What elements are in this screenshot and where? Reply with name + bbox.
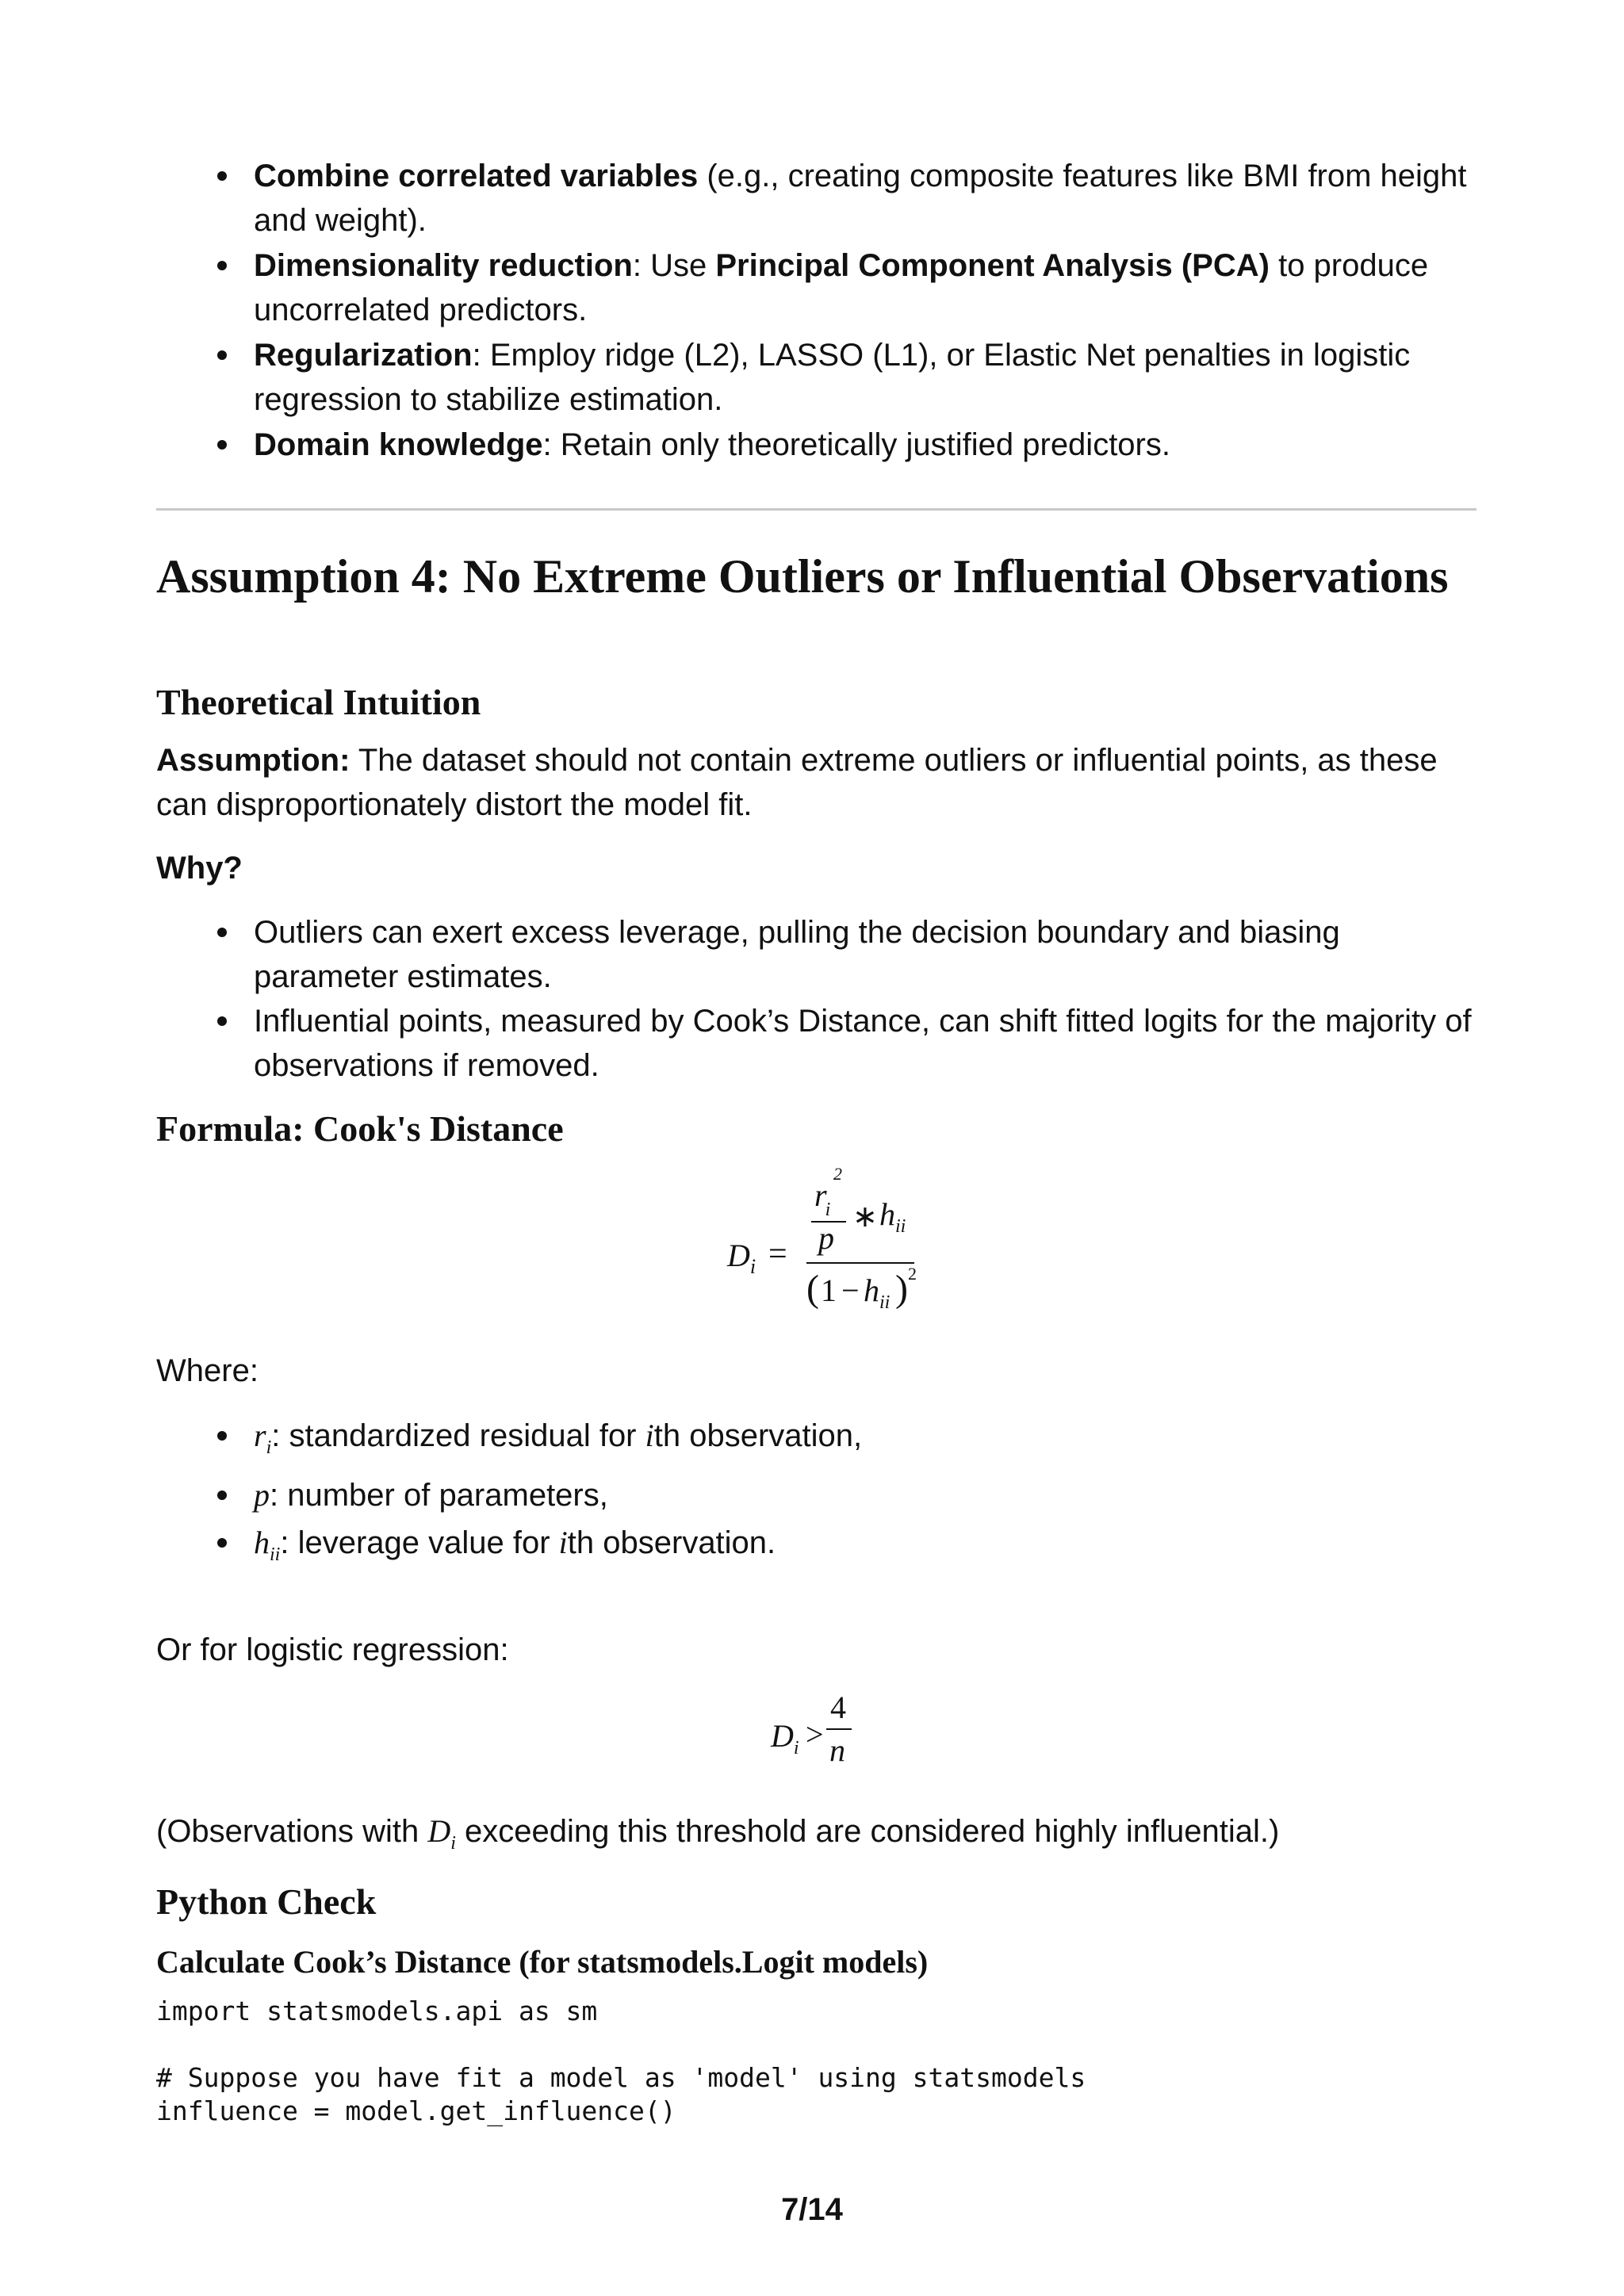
- why-list: [156, 910, 1477, 1088]
- formula-leverage: $h_{ii}$: [879, 1196, 906, 1237]
- bullet-text: : Employ ridge (L2), LASSO (L1), or Elastic Net penalties in logistic regression to stabilize estimation.: [254, 338, 1411, 417]
- cooks-distance-formula: [727, 1165, 1076, 1324]
- section-title: Assumption 4: No Extreme Outliers or Influential Observations: [156, 550, 1449, 603]
- bullet-icon: [217, 1431, 227, 1441]
- bullet-icon: [217, 171, 227, 181]
- inline-cooks-d: $D_i$: [427, 1813, 456, 1854]
- bullet-icon: [217, 1016, 227, 1026]
- page-number: 7/14: [781, 2192, 843, 2227]
- bullet-text: to produce uncorrelated predictors.: [254, 248, 1429, 327]
- code-line: [156, 2028, 1477, 2061]
- formula-residual: $r_i$ 2: [814, 1164, 842, 1220]
- code-line: # Suppose you have fit a model as 'model' using statsmodels: [156, 2062, 1086, 2093]
- bullet-text: : Retain only theoretically justified predictors.: [542, 427, 1170, 462]
- bullet-text: (e.g., creating composite features like BMI from height and weight).: [254, 159, 1467, 238]
- list-item: [156, 910, 1477, 999]
- main-fraction-bar: [806, 1262, 914, 1264]
- list-item: [156, 154, 1477, 243]
- formula-paren-open: (: [806, 1268, 819, 1310]
- code-block: [156, 1995, 1477, 2128]
- formula-equals: =: [768, 1236, 787, 1272]
- list-item: p: number of parameters,: [156, 1473, 1477, 1517]
- bullet-icon: [217, 350, 227, 360]
- correlation-remedies-list: [156, 154, 1477, 468]
- formula-lhs: $D_i$: [727, 1238, 756, 1278]
- list-item: [156, 423, 1477, 467]
- threshold-note: (Observations with $D_i$ exceeding this threshold are considered highly influential.): [156, 1813, 1280, 1854]
- bullet-icon: [217, 1538, 227, 1548]
- bullet-term: Regularization: [254, 338, 473, 373]
- intuition-heading: Theoretical Intuition: [156, 682, 481, 722]
- list-item: $r_i$: standardized residual for ith observation,: [156, 1414, 1477, 1470]
- bullet-icon: [217, 440, 227, 450]
- formula-paren-close: ): [895, 1268, 908, 1310]
- assumption-label: Assumption:: [156, 743, 350, 778]
- threshold-fraction-bar: [826, 1728, 852, 1730]
- var-symbol: p: [254, 1477, 270, 1513]
- bullet-term: Principal Component Analysis (PCA): [715, 248, 1270, 283]
- formula-one: 1: [821, 1272, 837, 1308]
- bullet-icon: [217, 1490, 227, 1500]
- var-symbol: $h_{ii}$: [254, 1525, 281, 1565]
- bullet-term: Dimensionality reduction: [254, 248, 633, 283]
- list-item: [156, 999, 1477, 1088]
- threshold-formula: $D_i$ > 4 n: [771, 1689, 866, 1776]
- formula-minus: −: [841, 1272, 860, 1308]
- bullet-term: Domain knowledge: [254, 427, 543, 462]
- python-subheading: Calculate Cook’s Distance (for statsmodels.Logit models): [156, 1944, 929, 1980]
- formula-den-leverage: $h_{ii}$: [864, 1272, 891, 1313]
- code-line: influence = model.get_influence(): [156, 2095, 676, 2126]
- code-line: import statsmodels.api as sm: [156, 1996, 598, 2026]
- formula-heading: Formula: Cook's Distance: [156, 1108, 564, 1149]
- bullet-icon: [217, 928, 227, 937]
- section-divider: [156, 508, 1477, 511]
- bullet-icon: [217, 261, 227, 270]
- formula-params: p: [818, 1220, 834, 1256]
- assumption-text: The dataset should not contain extreme outliers or influential points, as these can disproportionately distort the model fit.: [156, 743, 1438, 822]
- logistic-label: Or for logistic regression:: [156, 1632, 509, 1667]
- variable-definitions-list: [156, 1414, 1477, 1577]
- formula-star: ∗: [852, 1200, 878, 1234]
- list-item: [156, 333, 1477, 422]
- where-label: Where:: [156, 1353, 259, 1388]
- bullet-term: Combine correlated variables: [254, 159, 699, 193]
- python-check-heading: Python Check: [156, 1881, 377, 1922]
- assumption-paragraph: [156, 738, 1477, 827]
- list-item: $h_{ii}$: leverage value for ith observation.: [156, 1521, 1477, 1577]
- why-label: Why?: [156, 851, 243, 886]
- list-item: [156, 243, 1477, 332]
- bullet-text: : Use: [632, 248, 716, 283]
- var-symbol: $r_i$: [254, 1418, 272, 1458]
- bullet-text: Outliers can exert excess leverage, pulling the decision boundary and biasing parameter estimates.: [254, 915, 1340, 994]
- formula-den-square: 2: [908, 1264, 917, 1284]
- bullet-text: Influential points, measured by Cook’s Distance, can shift fitted logits for the majority of observations if removed.: [254, 1004, 1472, 1083]
